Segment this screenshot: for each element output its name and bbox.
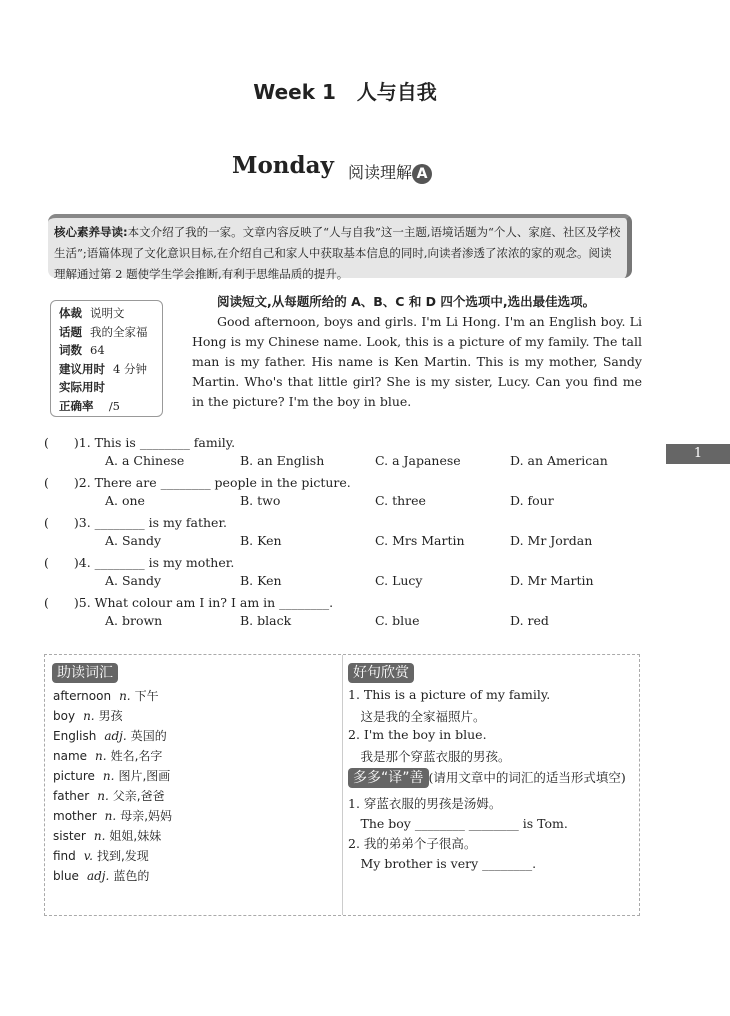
text: n.	[104, 809, 117, 823]
sentences-title	[348, 662, 414, 683]
vocab-item	[53, 867, 149, 884]
core-label: 核心素养导读:	[54, 225, 128, 239]
text: n.	[119, 689, 131, 703]
text: n.	[83, 709, 95, 723]
option: D. Mr Martin	[510, 573, 594, 588]
instruction: 阅读短文,从每题所给的 A、B、C 和 D 四个选项中,选出最佳选项。	[217, 294, 596, 309]
option: B. Ken	[240, 533, 282, 548]
text: adj.	[86, 869, 110, 883]
vocab-title	[52, 662, 118, 683]
text: 4 分钟	[113, 361, 147, 376]
vocab-item	[53, 827, 161, 844]
section-badge: A	[412, 164, 432, 184]
sentence-line: 2. I'm the boy in blue.	[348, 727, 487, 742]
text: afternoon	[53, 689, 112, 703]
text: English	[53, 729, 97, 743]
info-row	[59, 378, 154, 397]
section-title	[348, 160, 432, 184]
text: 下午	[134, 689, 159, 703]
text: 词数	[59, 343, 82, 357]
text: 建议用时	[59, 361, 105, 376]
day-title: Monday	[232, 152, 334, 179]
text: mother	[53, 809, 97, 823]
week-title	[0, 76, 690, 105]
text: 说明文	[90, 306, 125, 320]
translate-title	[348, 768, 626, 788]
core-text: 本文介绍了我的一家。文章内容反映了“人与自我”这一主题,语境话题为“个人、家庭、社区及学校生活”;语篇体现了文化意识目标,在介绍自己和家人中获取基本信息的同时,向读者渗透了浓浓的家的观念。阅读理解通过第 2 题使学生学会推断,有利于思维品质的提升。	[54, 225, 621, 281]
text: find	[53, 849, 76, 863]
option: C. a Japanese	[375, 453, 461, 468]
sentence-line: 我是那个穿蓝衣服的男孩。	[348, 749, 511, 764]
sentence-line: 1. This is a picture of my family.	[348, 687, 551, 702]
question-stem: ( )1. This is ________ family.	[44, 435, 236, 450]
text: adj.	[104, 729, 127, 743]
text: 男孩	[98, 709, 123, 723]
text: 正确率	[59, 398, 94, 413]
text: 姓名,名字	[110, 749, 163, 763]
text: v.	[83, 849, 93, 863]
sentence-line: 这是我的全家福照片。	[348, 709, 486, 724]
translate-line: 2. 我的弟弟个子很高。	[348, 836, 477, 851]
option: B. Ken	[240, 573, 282, 588]
text: 我的全家福	[90, 324, 148, 339]
option: C. Mrs Martin	[375, 533, 465, 548]
text: 64	[90, 343, 105, 357]
vocab-item	[53, 727, 167, 744]
text: 多多“译”善	[348, 768, 429, 788]
text: n.	[93, 829, 106, 843]
vocab-item	[53, 787, 165, 804]
text: name	[53, 749, 88, 763]
option: D. an American	[510, 453, 608, 468]
section-label: 阅读理解	[348, 163, 413, 182]
option: B. an English	[240, 453, 325, 468]
text: 母亲,妈妈	[120, 809, 173, 823]
question-stem: ( )4. ________ is my mother.	[44, 555, 235, 570]
vocab-item	[53, 687, 159, 704]
translate-line: 1. 穿蓝衣服的男孩是汤姆。	[348, 796, 502, 811]
text: picture	[53, 769, 95, 783]
option: B. two	[240, 493, 281, 508]
question-stem: ( )5. What colour am I in? I am in ________.	[44, 595, 334, 610]
option: A. one	[105, 493, 145, 508]
option: D. four	[510, 493, 554, 508]
text: (请用文章中的词汇的适当形式填空)	[428, 770, 626, 785]
text: father	[53, 789, 90, 803]
info-row	[59, 323, 154, 342]
text: 好句欣赏	[348, 663, 414, 683]
question-stem: ( )3. ________ is my father.	[44, 515, 228, 530]
text: boy	[53, 709, 76, 723]
week-label: Week 1	[253, 80, 336, 104]
text: 话题	[59, 324, 82, 339]
vocab-item	[53, 767, 170, 784]
core-literacy-box	[48, 214, 632, 281]
vocab-item	[53, 747, 162, 764]
text: 找到,发现	[96, 849, 149, 863]
info-row	[59, 304, 154, 323]
text: n.	[102, 769, 115, 783]
translate-line: The boy ________ ________ is Tom.	[348, 816, 568, 831]
question-stem: ( )2. There are ________ people in the picture.	[44, 475, 351, 490]
text: /5	[108, 398, 121, 413]
text: 姐姐,妹妹	[109, 829, 162, 843]
info-row	[59, 397, 154, 416]
option: A. brown	[105, 613, 163, 628]
theme-label: 人与自我	[356, 80, 437, 104]
option: C. blue	[375, 613, 420, 628]
option: D. Mr Jordan	[510, 533, 593, 548]
option: A. Sandy	[105, 533, 162, 548]
text: 体裁	[59, 306, 82, 320]
text: blue	[53, 869, 79, 883]
text: 父亲,爸爸	[112, 789, 165, 803]
translate-line: My brother is very ________.	[348, 856, 537, 871]
vocab-item	[53, 847, 149, 864]
vocab-item	[53, 707, 123, 724]
text: 蓝色的	[113, 869, 150, 883]
info-card	[50, 300, 163, 417]
page-number-tab: 1	[666, 444, 730, 464]
text: 图片,图画	[118, 769, 171, 783]
option: A. Sandy	[105, 573, 162, 588]
option: A. a Chinese	[105, 453, 185, 468]
option: D. red	[510, 613, 549, 628]
text: 助读词汇	[52, 663, 118, 683]
option: B. black	[240, 613, 292, 628]
text: n.	[95, 749, 107, 763]
vocab-item	[53, 807, 172, 824]
option: C. Lucy	[375, 573, 423, 588]
passage: Good afternoon, boys and girls. I'm Li Hong. I'm an English boy. Li Hong is my Chinese name. Look, this is a picture of my family. The tall man is my father. His name is Ken Martin. This is my mother, Sandy Martin. Who's that little girl? She is my sister, Lucy. Can you find me in the picture? I'm the boy in blue.	[192, 314, 642, 409]
info-row	[59, 341, 154, 360]
divider	[342, 655, 343, 915]
text: sister	[53, 829, 86, 843]
text: 实际用时	[59, 380, 105, 394]
option: C. three	[375, 493, 426, 508]
text: n.	[97, 789, 109, 803]
text: 英国的	[130, 729, 167, 743]
info-row	[59, 360, 154, 379]
